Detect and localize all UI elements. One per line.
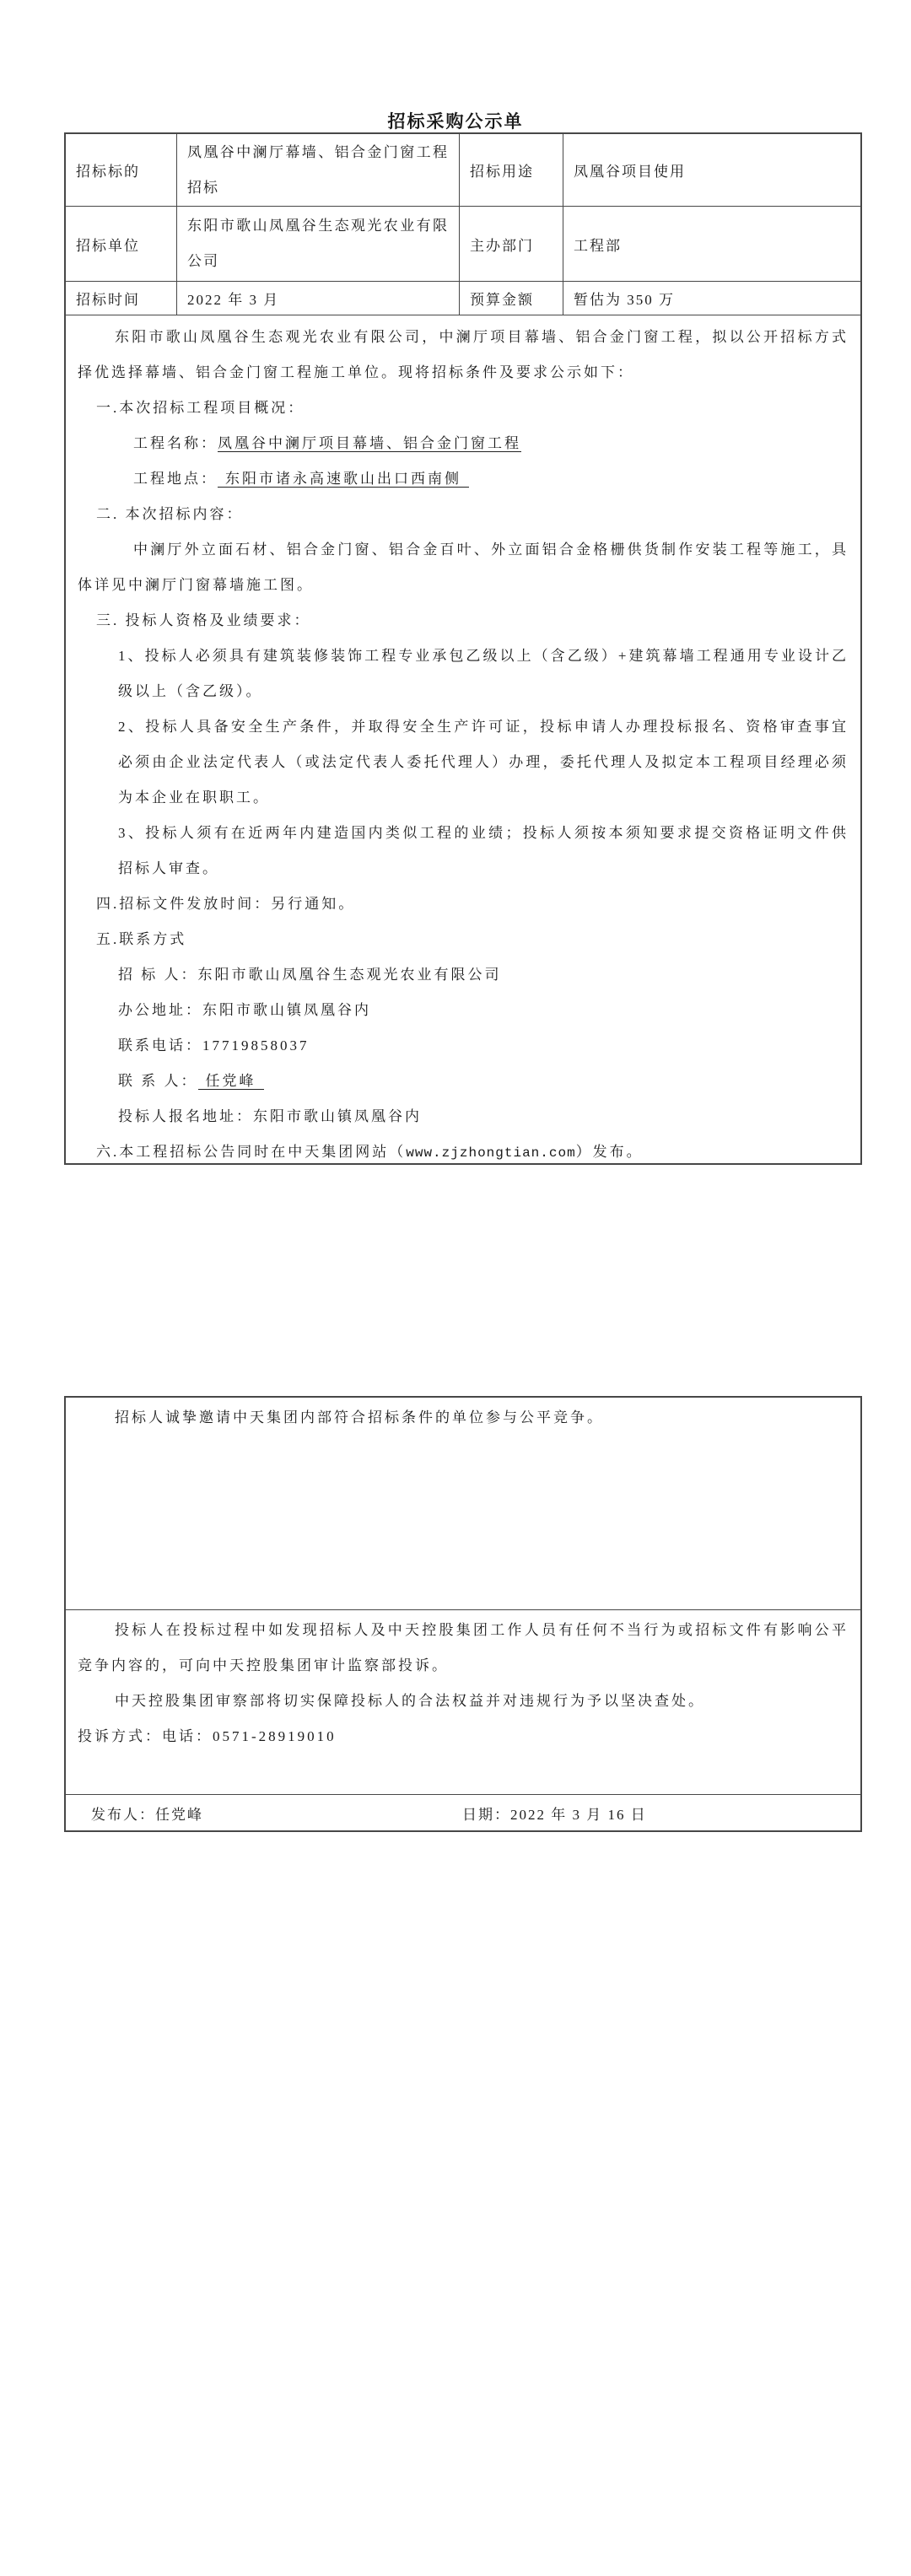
value-bid-unit: 东阳市歌山凤凰谷生态观光农业有限公司 — [177, 207, 460, 282]
date-value: 2022 年 3 月 16 日 — [510, 1806, 647, 1823]
footer-row — [66, 1795, 860, 1830]
info-table — [64, 132, 862, 1165]
notice-table — [64, 1396, 862, 1832]
contact-signup-address-value: 东阳市歌山镇凤凰谷内 — [253, 1108, 422, 1124]
value-host-department: 工程部 — [563, 207, 860, 282]
section3-title: 三. 投标人资格及业绩要求： — [96, 612, 311, 628]
project-name-label: 工程名称： — [133, 435, 218, 451]
section2-title: 二. 本次招标内容： — [96, 506, 244, 522]
complaint-paragraph-2: 中天控股集团审察部将切实保障投标人的合法权益并对违规行为予以坚决查处。 — [115, 1693, 705, 1709]
label-bid-unit: 招标单位 — [66, 207, 177, 282]
qualification-item-1: 1、投标人必须具有建筑装修装饰工程专业承包乙级以上（含乙级）+建筑幕墙工程通用专业设计乙级以上（含乙级）。 — [118, 648, 849, 699]
section2-body: 中澜厅外立面石材、铝合金门窗、铝合金百叶、外立面铝合金格栅供货制作安装工程等施工，具体详见中澜厅门窗幕墙施工图。 — [78, 542, 849, 593]
project-site-value: 东阳市诸永高速歌山出口西南侧 — [218, 471, 469, 488]
date-label: 日期： — [462, 1806, 510, 1823]
invitation-row — [66, 1398, 860, 1610]
value-bid-subject: 凤凰谷中澜厅幕墙、铝合金门窗工程招标 — [177, 134, 460, 207]
value-bid-purpose: 凤凰谷项目使用 — [563, 134, 860, 207]
contact-tenderer-value: 东阳市歌山凤凰谷生态观光农业有限公司 — [197, 967, 502, 983]
section6-line — [78, 1134, 849, 1163]
contact-phone-value: 17719858037 — [202, 1037, 310, 1054]
publisher-name: 任党峰 — [155, 1806, 203, 1823]
contact-phone — [78, 1028, 849, 1064]
date-line — [462, 1795, 647, 1830]
project-site-line — [78, 461, 849, 497]
section6-suffix: ）发布。 — [575, 1144, 644, 1160]
qualification-item-2: 2、投标人具备安全生产条件，并取得安全生产许可证，投标申请人办理投标报名、资格审查事宜必须由企业法定代表人（或法定代表人委托代理人）办理，委托代理人及拟定本工程项目经理必须为本企业在职职工。 — [118, 719, 849, 806]
contact-person-value: 任党峰 — [198, 1073, 264, 1090]
intro-paragraph: 东阳市歌山凤凰谷生态观光农业有限公司，中澜厅项目幕墙、铝合金门窗工程，拟以公开招标方式择优选择幕墙、铝合金门窗工程施工单位。现将招标条件及要求公示如下： — [78, 329, 849, 380]
label-bid-purpose: 招标用途 — [460, 134, 563, 207]
section6-website-url: www.zjzhongtian.com — [406, 1145, 576, 1161]
publisher-line — [66, 1803, 203, 1824]
contact-person-label: 联 系 人： — [118, 1073, 198, 1089]
section4-line: 四.招标文件发放时间：另行通知。 — [96, 896, 356, 912]
qualification-item-3: 3、投标人须有在近两年内建造国内类似工程的业绩；投标人须按本须知要求提交资格证明文件供招标人审查。 — [118, 825, 849, 876]
label-budget: 预算金额 — [460, 282, 563, 315]
project-site-label: 工程地点： — [133, 471, 218, 487]
contact-office-address-value: 东阳市歌山镇凤凰谷内 — [202, 1002, 371, 1018]
page-title: 招标采购公示单 — [387, 111, 524, 132]
announcement-body — [66, 315, 860, 1163]
complaint-row — [66, 1610, 860, 1795]
project-name-value: 凤凰谷中澜厅项目幕墙、铝合金门窗工程 — [218, 435, 521, 451]
label-host-department: 主办部门 — [460, 207, 563, 282]
label-bid-time: 招标时间 — [66, 282, 177, 315]
contact-tenderer-label: 招 标 人： — [118, 967, 198, 983]
value-bid-time: 2022 年 3 月 — [177, 282, 460, 315]
complaint-method-line: 投诉方式：电话：0571-28919010 — [78, 1728, 337, 1744]
invitation-text: 招标人诚挚邀请中天集团内部符合招标条件的单位参与公平竞争。 — [115, 1409, 604, 1425]
section1-title: 一.本次招标工程项目概况： — [96, 400, 305, 416]
complaint-paragraph-1: 投标人在投标过程中如发现招标人及中天控股集团工作人员有任何不当行为或招标文件有影响公平竞争内容的，可向中天控股集团审计监察部投诉。 — [78, 1622, 849, 1673]
project-name-line — [78, 426, 849, 461]
contact-signup-address-label: 投标人报名地址： — [118, 1108, 253, 1124]
section5-title: 五.联系方式 — [96, 931, 187, 947]
section6-prefix: 六.本工程招标公告同时在中天集团网站（ — [96, 1144, 407, 1160]
value-budget: 暂估为 350 万 — [563, 282, 860, 315]
label-bid-subject: 招标标的 — [66, 134, 177, 207]
contact-signup-address — [78, 1099, 849, 1134]
contact-tenderer — [78, 957, 849, 993]
contact-office-address — [78, 993, 849, 1028]
contact-office-address-label: 办公地址： — [118, 1002, 202, 1018]
contact-person — [78, 1064, 849, 1099]
contact-phone-label: 联系电话： — [118, 1037, 202, 1054]
publisher-label: 发布人： — [91, 1806, 155, 1823]
